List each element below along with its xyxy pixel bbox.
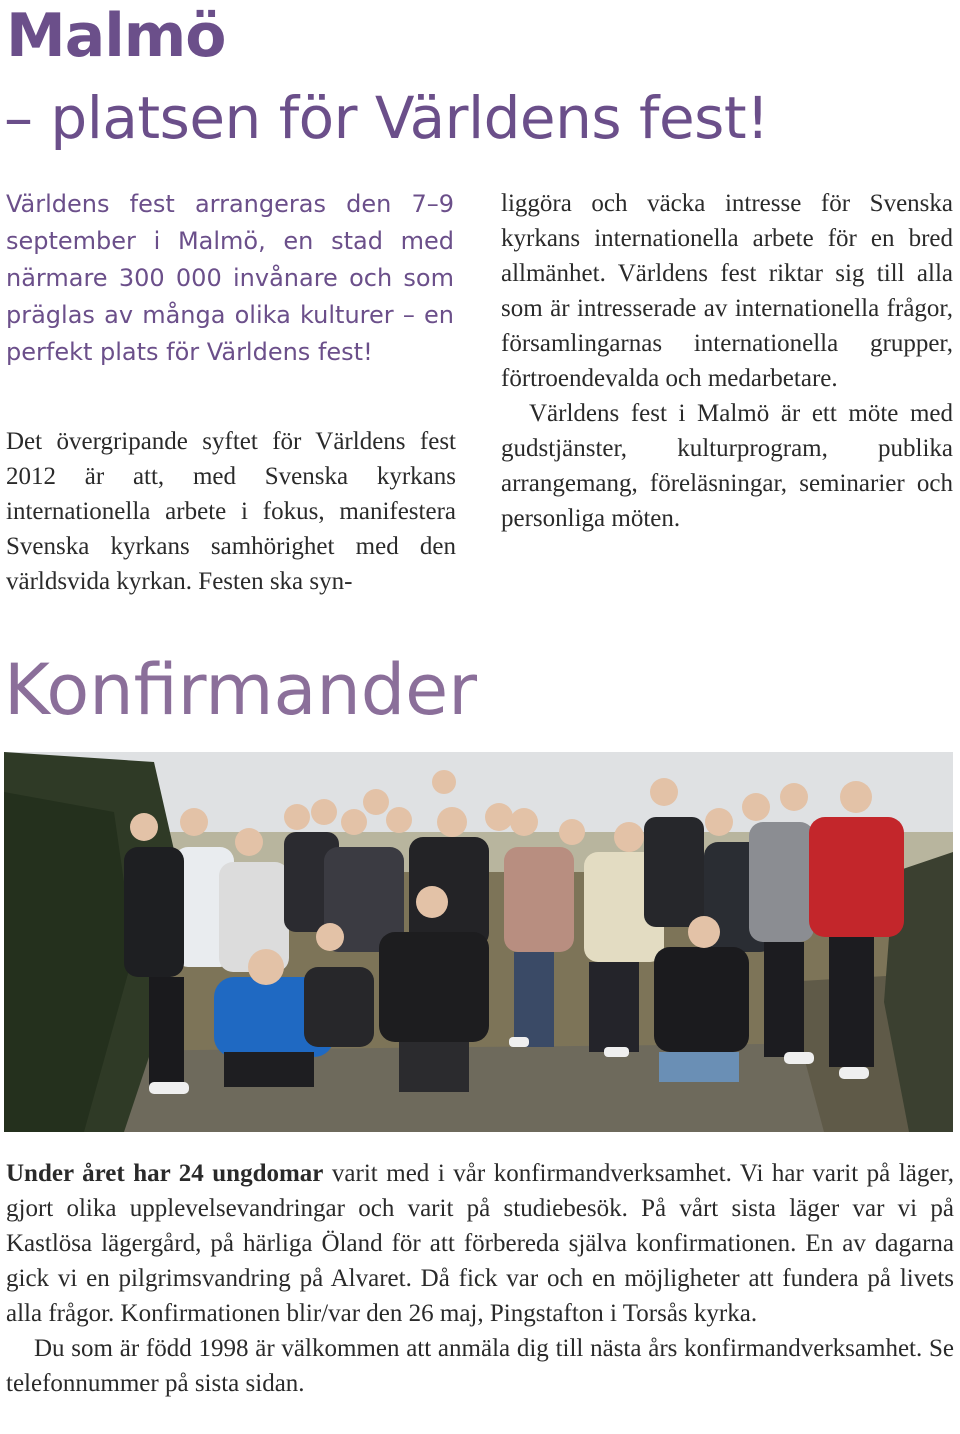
- konfirmander-lead-bold: Under året har 24 ungdomar: [6, 1160, 324, 1187]
- right-column: [501, 186, 953, 536]
- konfirmander-body: [6, 1156, 954, 1401]
- konfirmander-paragraph-1-text: varit med i vår konfirmandverksamhet. Vi har varit på läger, gjort olika upplevelsevandringar och varit på studiebesök. På vårt sista läger var vi på Kastlösa lägergård, på härliga Öland för att förbereda själva konfirmationen. En av dagarna gick vi en pilgrimsvandring på Alvaret. Då fick var och en möjligheter att fundera på livets alla frågor. Konfirmationen blir/var den 26 maj, Pingstafton i Torsås kyrka.: [6, 1160, 955, 1327]
- page-title: Malmö: [6, 1, 226, 71]
- lead-paragraph: Världens fest arrangeras den 7–9 september i Malmö, en stad med närmare 300 000 invånare och som präglas av många olika kulturer – en perfekt plats för Världens fest!: [6, 190, 454, 366]
- left-body-paragraph: Det övergripande syftet för Världens fest 2012 är att, med Svenska kyrkans internationella arbete i fokus, manifestera Svenska kyrkans samhörighet med den världsvida kyrkan. Festen ska syn-: [6, 428, 456, 595]
- right-body-paragraph-2: Världens fest i Malmö är ett möte med gudstjänster, kulturprogram, publika arrangemang, föreläsningar, seminarier och personliga möten.: [501, 400, 953, 532]
- konfirmander-paragraph-2: Du som är född 1998 är välkommen att anmäla dig till nästa års konfirmandverksamhet. Se telefonnummer på sista sidan.: [6, 1335, 954, 1397]
- right-body-paragraph-1: liggöra och väcka intresse för Svenska kyrkans internationella arbete för en bred allmänhet. Världens fest riktar sig till alla som är intresserade av internationella frågor, församlingarnas internationella grupper, förtroendevalda och medarbetare.: [501, 190, 953, 392]
- section-heading-konfirmander: Konfirmander: [4, 649, 477, 731]
- konfirmander-paragraph-1: [6, 1156, 954, 1331]
- left-column-body: [6, 424, 456, 599]
- group-photo: [4, 752, 953, 1132]
- page-subtitle: – platsen för Världens fest!: [4, 84, 769, 152]
- group-photo-image: [4, 752, 953, 1132]
